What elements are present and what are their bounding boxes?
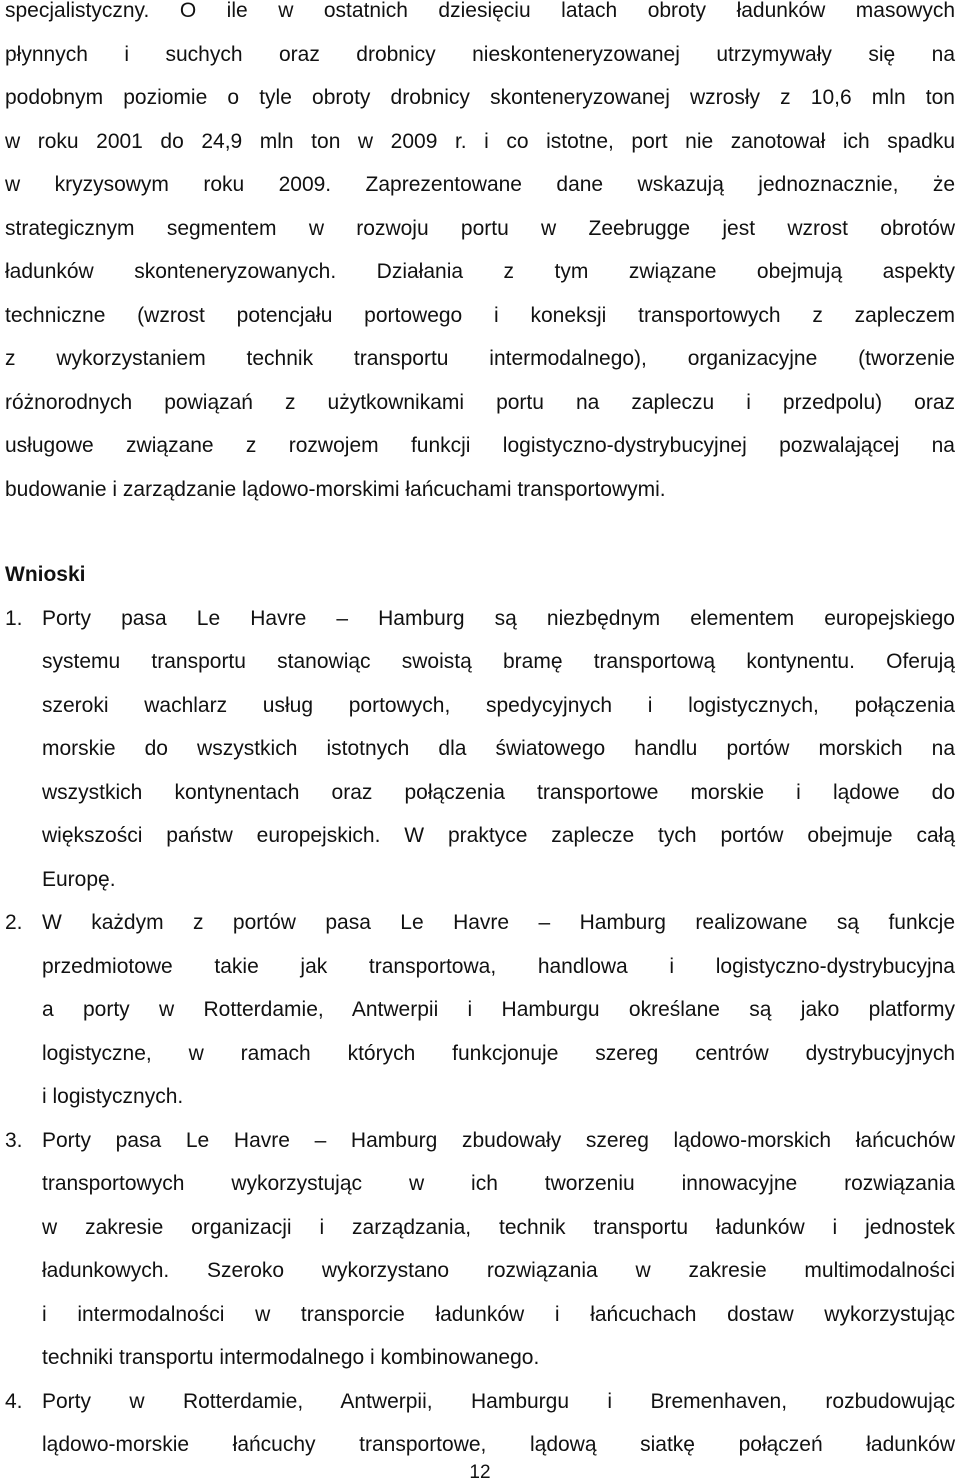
item-number: 1. [5,606,23,630]
item-line: szeroki wachlarz usług portowych, spedycyjnych i logistycznych, połączenia [42,693,955,717]
item-line: W każdym z portów pasa Le Havre – Hamburg realizowane są funkcje [42,911,955,934]
paragraph-line: płynnych i suchych oraz drobnicy nieskonteneryzowanej utrzymywały się na [5,42,955,66]
item-line: ładunkowych. Szeroko wykorzystano rozwiązania w zakresie multimodalności [42,1259,955,1282]
item-line: a porty w Rotterdamie, Antwerpii i Hamburgu określane są jako platformy [42,998,955,1021]
paragraph-line: różnorodnych powiązań z użytkownikami portu na zapleczu i przedpolu) oraz [5,390,955,414]
item-line: Porty pasa Le Havre – Hamburg zbudowały szereg lądowo-morskich łańcuchów [42,1128,955,1152]
paragraph-line: ładunków skonteneryzowanych. Działania z tym związane obejmują aspekty [5,260,955,283]
paragraph-line: strategicznym segmentem w rozwoju portu w Zeebrugge jest wzrost obrotów [5,216,955,240]
item-number: 4. [5,1389,23,1413]
conclusion-item [5,901,955,1119]
item-line: lądowo-morskie łańcuchy transportowe, lądową siatkę połączeń ładunków [42,1433,955,1456]
document-page [5,0,955,1467]
item-line: Porty w Rotterdamie, Antwerpii, Hamburgu i Bremenhaven, rozbudowując [42,1389,955,1413]
item-line: przedmiotowe takie jak transportowa, handlowa i logistyczno-dystrybucyjna [42,954,955,978]
section-heading: Wnioski [5,563,86,586]
paragraph-line: usługowe związane z rozwojem funkcji logistyczno-dystrybucyjnej pozwalającej na [5,434,955,457]
conclusions-list [5,597,955,1467]
conclusion-item [5,1380,955,1467]
item-line: i intermodalności w transporcie ładunków i łańcuchach dostaw wykorzystując [42,1302,955,1326]
paragraph-line: specjalistyczny. O ile w ostatnich dziesięciu latach obroty ładunków masowych [5,0,955,22]
item-line: Europę. [42,867,116,891]
page-number: 12 [469,1462,491,1483]
item-line: systemu transportu stanowiąc swoistą bramę transportową kontynentu. Oferują [42,650,955,673]
item-line: w zakresie organizacji i zarządzania, technik transportu ładunków i jednostek [42,1215,955,1239]
conclusion-item [5,597,955,902]
item-line: większości państw europejskich. W praktyce zaplecze tych portów obejmuje całą [42,824,955,847]
item-line: transportowych wykorzystując w ich tworzeniu innowacyjne rozwiązania [42,1172,955,1195]
paragraph-line: w kryzysowym roku 2009. Zaprezentowane dane wskazują jednoznacznie, że [5,173,955,196]
paragraph-line: z wykorzystaniem technik transportu intermodalnego), organizacyjne (tworzenie [5,347,955,370]
item-number: 3. [5,1128,23,1152]
item-line: Porty pasa Le Havre – Hamburg są niezbędnym elementem europejskiego [42,606,955,630]
paragraph-line: budowanie i zarządzanie lądowo-morskimi łańcuchami transportowymi. [5,477,666,501]
paragraph-line: w roku 2001 do 24,9 mln ton w 2009 r. i co istotne, port nie zanotował ich spadku [5,129,955,153]
intro-paragraph [5,0,955,511]
item-line: morskie do wszystkich istotnych dla światowego handlu portów morskich na [42,737,955,760]
item-line: techniki transportu intermodalnego i kombinowanego. [42,1346,540,1369]
paragraph-line: techniczne (wzrost potencjału portowego i koneksji transportowych z zapleczem [5,303,955,327]
paragraph-line: podobnym poziomie o tyle obroty drobnicy skonteneryzowanej wzrosły z 10,6 mln ton [5,86,955,109]
conclusion-item [5,1119,955,1380]
item-line: wszystkich kontynentach oraz połączenia transportowe morskie i lądowe do [42,780,955,804]
item-line: logistyczne, w ramach których funkcjonuje szereg centrów dystrybucyjnych [42,1041,955,1065]
item-number: 2. [5,911,23,934]
item-line: i logistycznych. [42,1085,184,1108]
